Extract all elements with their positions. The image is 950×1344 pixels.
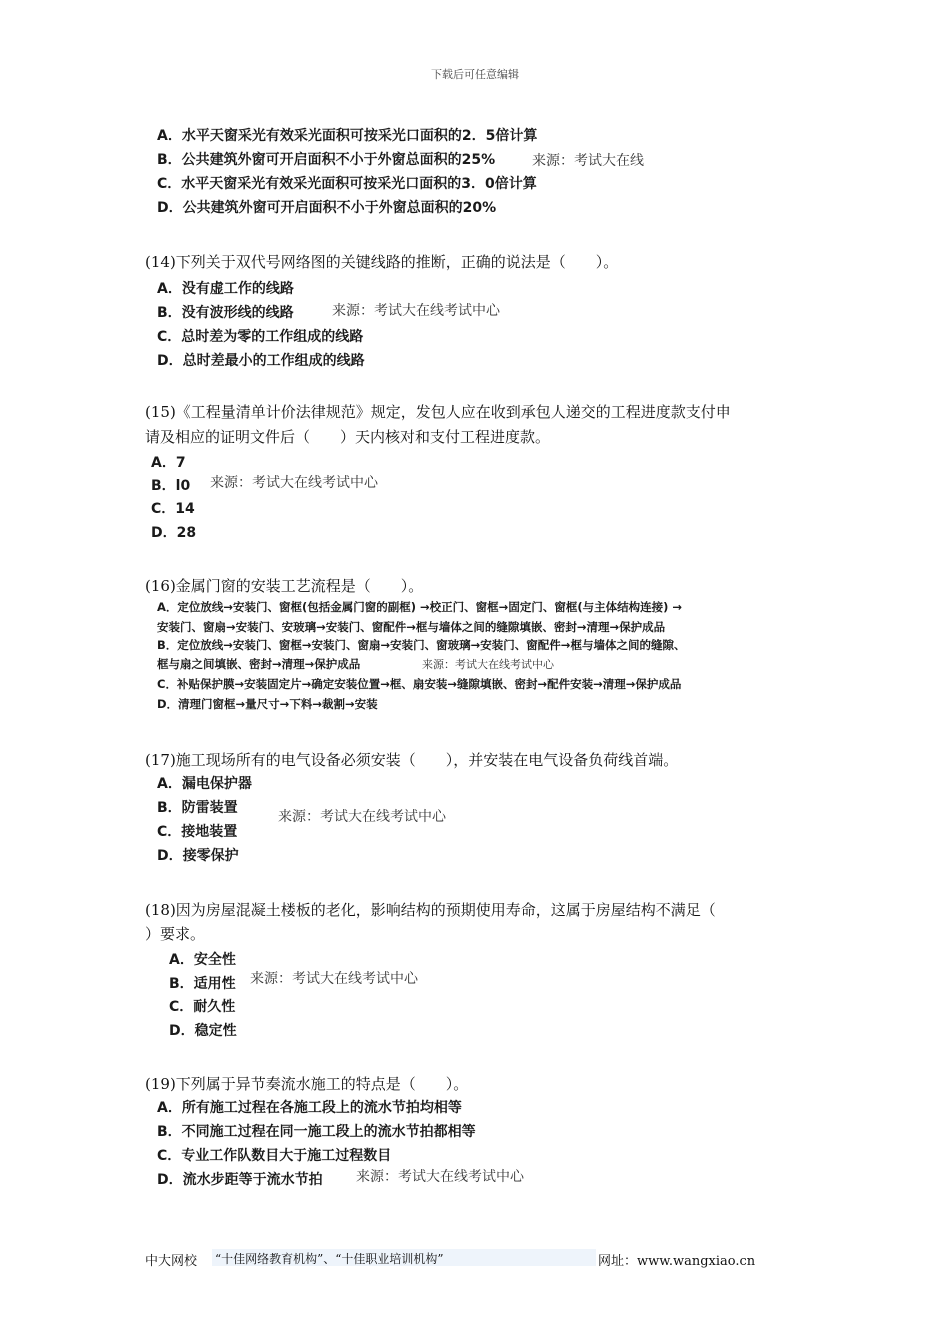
q19-stem: (19)下列属于异节奏流水施工的特点是（ ）。	[145, 1075, 469, 1093]
q14-option-b: B．没有波形线的线路	[157, 305, 294, 321]
q18-option-a: A．安全性	[169, 952, 236, 968]
q15-option-d: D．28	[151, 525, 197, 541]
q17-option-a: A．漏电保护器	[157, 776, 252, 792]
q16-option-b-line2: 框与扇之间填嵌、密封→清理→保护成品	[157, 657, 361, 671]
footer-website[interactable]: 网址：www.wangxiao.cn	[598, 1254, 756, 1269]
q17-stem: (17)施工现场所有的电气设备必须安装（ ），并安装在电气设备负荷线首端。	[145, 751, 679, 769]
q17-source-watermark: 来源：考试大在线考试中心	[278, 809, 446, 825]
q19-source-watermark: 来源：考试大在线考试中心	[356, 1169, 524, 1185]
q17-option-c: C．接地装置	[157, 824, 238, 840]
q14-stem: (14)下列关于双代号网络图的关键线路的推断，正确的说法是（ ）。	[145, 253, 619, 271]
q18-option-c: C．耐久性	[169, 999, 236, 1015]
q15-option-b: B．l0	[151, 478, 191, 494]
q13-option-c: C．水平天窗采光有效采光面积可按采光口面积的3．0倍计算	[157, 176, 537, 192]
q14-option-c: C．总时差为零的工作组成的线路	[157, 329, 364, 345]
q18-option-b: B．适用性	[169, 976, 236, 992]
q16-option-d: D．清理门窗框→量尺寸→下料→裁割→安装	[157, 697, 378, 711]
q16-option-c: C．补贴保护膜→安装固定片→确定安装位置→框、扇安装→缝隙填嵌、密封→配件安装→清理→保护成品	[157, 677, 682, 691]
q18-stem-line1: (18)因为房屋混凝土楼板的老化，影响结构的预期使用寿命，这属于房屋结构不满足（	[145, 901, 716, 919]
q16-option-a-line1: A．定位放线→安装门、窗框(包括金属门窗的副框) →校正门、窗框→固定门、窗框(与主体结构连接) →	[157, 600, 682, 614]
q15-option-c: C．14	[151, 501, 195, 517]
q19-option-b: B．不同施工过程在同一施工段上的流水节拍都相等	[157, 1124, 476, 1140]
q16-source-watermark: 来源：考试大在线考试中心	[422, 658, 554, 671]
q13-option-d: D．公共建筑外窗可开启面积不小于外窗总面积的20%	[157, 200, 497, 216]
page-header: 下载后可任意编辑	[431, 68, 519, 81]
q19-option-a: A．所有施工过程在各施工段上的流水节拍均相等	[157, 1100, 462, 1116]
q16-stem: (16)金属门窗的安装工艺流程是（ ）。	[145, 577, 424, 595]
q17-option-b: B．防雷装置	[157, 800, 238, 816]
q14-option-d: D．总时差最小的工作组成的线路	[157, 353, 365, 369]
q17-option-d: D．接零保护	[157, 848, 239, 864]
q15-stem-line2: 请及相应的证明文件后（ ）天内核对和支付工程进度款。	[145, 428, 551, 446]
q13-option-b: B．公共建筑外窗可开启面积不小于外窗总面积的25%	[157, 152, 496, 168]
q15-stem-line1: (15)《工程量清单计价法律规范》规定，发包人应在收到承包人递交的工程进度款支付申	[145, 403, 731, 421]
q15-source-watermark: 来源：考试大在线考试中心	[210, 475, 378, 491]
q13-source-watermark: 来源：考试大在线	[532, 153, 644, 169]
q15-option-a: A．7	[151, 455, 186, 471]
q16-option-a-line2: 安装门、窗扇→安装门、安玻璃→安装门、窗配件→框与墙体之间的缝隙填嵌、密封→清理→保护成品	[157, 620, 666, 634]
q18-source-watermark: 来源：考试大在线考试中心	[250, 971, 418, 987]
footer-school-name: 中大网校	[145, 1254, 198, 1269]
q16-option-b-line1: B．定位放线→安装门、窗框→安装门、窗扇→安装门、窗玻璃→安装门、窗配件→框与墙体之间的缝隙、	[157, 638, 686, 652]
q19-option-d: D．流水步距等于流水节拍	[157, 1172, 323, 1188]
q14-source-watermark: 来源：考试大在线考试中心	[332, 303, 500, 319]
q19-option-c: C．专业工作队数目大于施工过程数目	[157, 1148, 392, 1164]
q13-option-a: A．水平天窗采光有效采光面积可按采光口面积的2．5倍计算	[157, 128, 538, 144]
footer-awards: “十佳网络教育机构”、“十佳职业培训机构”	[215, 1252, 444, 1266]
q14-option-a: A．没有虚工作的线路	[157, 281, 294, 297]
q18-option-d: D．稳定性	[169, 1023, 237, 1039]
q18-stem-line2: ）要求。	[145, 925, 206, 943]
